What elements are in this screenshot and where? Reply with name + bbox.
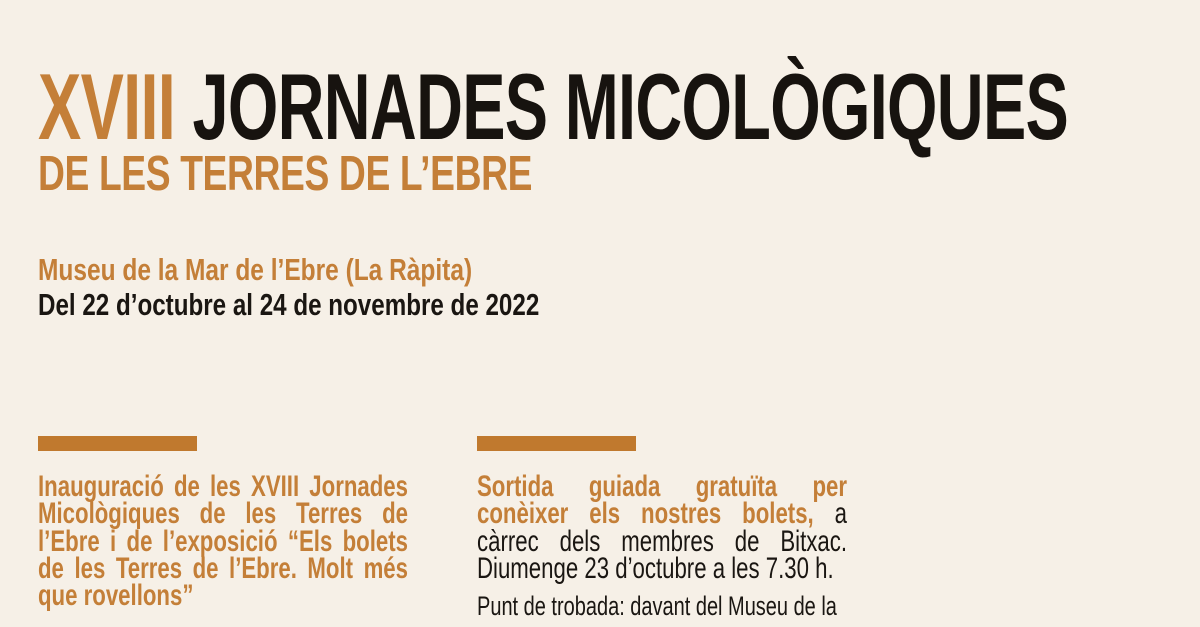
inauguration-line: de les Terres de l’Ebre. Molt més: [38, 551, 408, 585]
guided-walk-line: càrrec dels membres de Bitxac.: [477, 524, 847, 558]
inauguration-line: que rovellons”: [38, 579, 194, 613]
section-rule-left: [38, 436, 197, 451]
guided-walk-line: [477, 497, 847, 531]
event-guided-walk-text: [477, 470, 847, 622]
title-line2: DE LES TERRES DE L’EBRE: [38, 147, 533, 201]
title-edition-number: XVIII: [38, 54, 176, 159]
dates-line: Del 22 d’octubre al 24 de novembre de 2022: [38, 287, 540, 322]
meeting-point-line: Punt de trobada: davant del Museu de la: [477, 591, 837, 622]
event-inauguration-text: [38, 470, 408, 613]
venue-line: Museu de la Mar de l’Ebre (La Ràpita): [38, 252, 473, 287]
guided-walk-highlight: conèixer els nostres bolets,: [477, 497, 814, 531]
page-title: [38, 54, 1069, 159]
inauguration-line: Inauguració de les XVIII Jornades: [38, 470, 408, 503]
inauguration-line: Micològiques de les Terres de: [38, 497, 408, 531]
section-rule-right: [477, 436, 636, 451]
inauguration-line: l’Ebre i de l’exposició “Els bolets: [38, 524, 408, 558]
title-main: JORNADES MICOLÒGIQUES: [192, 54, 1069, 159]
guided-walk-rest: a: [834, 497, 847, 531]
guided-walk-line: Sortida guiada gratuïta per: [477, 470, 847, 503]
guided-walk-line: Diumenge 23 d’octubre a les 7.30 h.: [477, 551, 834, 585]
